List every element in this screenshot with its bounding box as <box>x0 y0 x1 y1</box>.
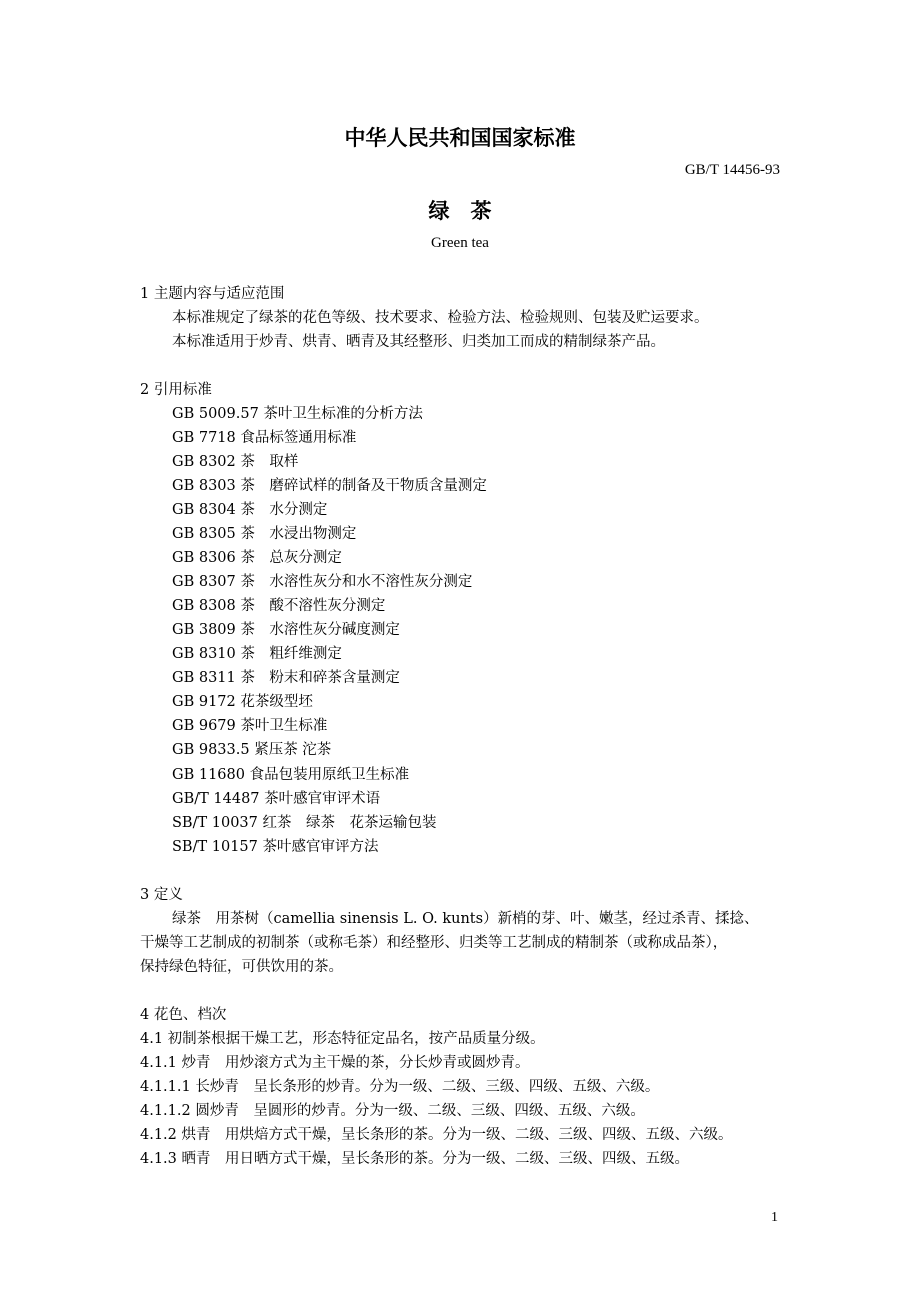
section-1-heading: 1 主题内容与适应范围 <box>140 286 285 302</box>
grade-item: 4.1.1.1 长炒青 呈长条形的炒青。分为一级、二级、三级、四级、五级、六级。 <box>140 1079 660 1095</box>
reference-item: GB 9172 花茶级型坯 <box>172 694 313 710</box>
reference-item: GB 8308 茶 酸不溶性灰分测定 <box>172 598 386 614</box>
definition-line-1: 绿茶 用茶树（camellia sinensis L. O. kunts）新梢的芽、叶、嫩茎，经过杀青、揉捻、 <box>172 911 759 927</box>
reference-item: GB 8302 茶 取样 <box>172 454 299 470</box>
page-number: 1 <box>771 1210 778 1225</box>
reference-item: GB 8305 茶 水浸出物测定 <box>172 526 357 542</box>
reference-item: SB/T 10037 红茶 绿茶 花茶运输包装 <box>172 815 437 831</box>
standard-number: GB/T 14456-93 <box>684 162 780 178</box>
grade-item: 4.1.1.2 圆炒青 呈圆形的炒青。分为一级、二级、三级、四级、五级、六级。 <box>140 1103 645 1119</box>
reference-item: GB 9679 茶叶卫生标准 <box>172 718 328 734</box>
reference-item: GB 8303 茶 磨碎试样的制备及干物质含量测定 <box>172 478 487 494</box>
reference-item: GB 8310 茶 粗纤维测定 <box>172 646 342 662</box>
reference-item: GB 8307 茶 水溶性灰分和水不溶性灰分测定 <box>172 574 473 590</box>
reference-item: GB/T 14487 茶叶感官审评术语 <box>172 791 381 807</box>
section-4-heading: 4 花色、档次 <box>140 1007 227 1023</box>
definition-line-3: 保持绿色特征，可供饮用的茶。 <box>140 959 343 975</box>
reference-item: GB 3809 茶 水溶性灰分碱度测定 <box>172 622 400 638</box>
section-3-heading: 3 定义 <box>140 887 183 903</box>
section-2-heading: 2 引用标准 <box>140 382 212 398</box>
reference-item: GB 8304 茶 水分测定 <box>172 502 328 518</box>
grade-item: 4.1.1 炒青 用炒滚方式为主干燥的茶，分长炒青或圆炒青。 <box>140 1055 530 1071</box>
grade-item: 4.1 初制茶根据干燥工艺，形态特征定品名，按产品质量分级。 <box>140 1031 545 1047</box>
reference-item: GB 5009.57 茶叶卫生标准的分析方法 <box>172 406 423 422</box>
reference-item: GB 11680 食品包装用原纸卫生标准 <box>172 767 410 783</box>
reference-item: SB/T 10157 茶叶感官审评方法 <box>172 839 379 855</box>
section-1-paragraph-2: 本标准适用于炒青、烘青、晒青及其经整形、归类加工而成的精制绿茶产品。 <box>172 334 665 350</box>
reference-item: GB 9833.5 紧压茶 沱茶 <box>172 742 332 758</box>
reference-item: GB 8311 茶 粉末和碎茶含量测定 <box>172 670 400 686</box>
document-title: 中华人民共和国国家标准 <box>344 126 576 150</box>
english-title: Green tea <box>431 235 489 251</box>
main-title: 绿 茶 <box>428 199 492 223</box>
reference-item: GB 8306 茶 总灰分测定 <box>172 550 342 566</box>
grade-item: 4.1.3 晒青 用日晒方式干燥，呈长条形的茶。分为一级、二级、三级、四级、五级。 <box>140 1151 690 1167</box>
reference-item: GB 7718 食品标签通用标准 <box>172 430 357 446</box>
grade-item: 4.1.2 烘青 用烘焙方式干燥，呈长条形的茶。分为一级、二级、三级、四级、五级、六级。 <box>140 1127 733 1143</box>
definition-line-2: 干燥等工艺制成的初制茶（或称毛茶）和经整形、归类等工艺制成的精制茶（或称成品茶）， <box>140 935 728 951</box>
section-1-paragraph-1: 本标准规定了绿茶的花色等级、技术要求、检验方法、检验规则、包装及贮运要求。 <box>172 310 709 326</box>
